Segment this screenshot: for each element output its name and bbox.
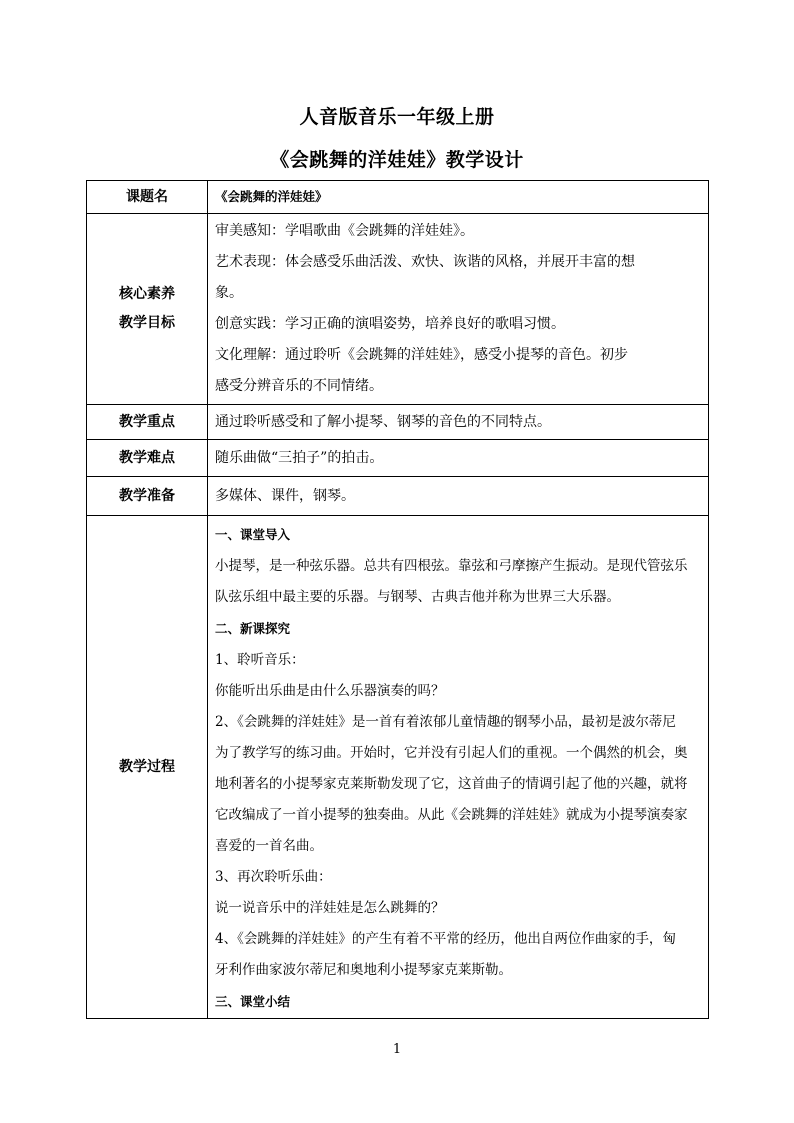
key-point-value: 通过聆听感受和了解小提琴、钢琴的音色的不同特点。 [208, 405, 709, 440]
page-number: 1 [392, 1042, 402, 1057]
goals-content [208, 214, 709, 405]
goal-line: 创意实践：学习正确的演唱姿势，培养良好的歌唱习惯。 [215, 316, 565, 332]
process-label: 教学过程 [87, 516, 208, 1019]
preparation-label: 教学准备 [87, 477, 208, 516]
process-content [208, 516, 709, 1019]
topic-row [87, 181, 709, 214]
process-line: 队弦乐组中最主要的乐器。与钢琴、古典吉他并称为世界三大乐器。 [215, 589, 620, 605]
preparation-value: 多媒体、课件，钢琴。 [208, 477, 709, 516]
goals-row [87, 214, 709, 405]
process-line: 说一说音乐中的洋娃娃是怎么跳舞的？ [215, 900, 445, 916]
goal-line: 艺术表现：体会感受乐曲活泼、欢快、诙谐的风格，并展开丰富的想 [215, 254, 635, 270]
key-point-row [87, 405, 709, 440]
lesson-plan-table [86, 180, 709, 1019]
difficulty-value: 随乐曲做“三拍子”的拍击。 [208, 440, 709, 477]
difficulty-row [87, 440, 709, 477]
process-line: 2、《会跳舞的洋娃娃》是一首有着浓郁儿童情趣的钢琴小品，最初是波尔蒂尼 [215, 714, 676, 730]
topic-text: 《会跳舞的洋娃娃》 [215, 189, 328, 204]
section-heading: 三、课堂小结 [215, 994, 291, 1009]
goals-label-line2: 教学目标 [119, 315, 175, 331]
process-line: 3、再次聆听乐曲： [215, 869, 332, 885]
goal-line: 文化理解：通过聆听《会跳舞的洋娃娃》，感受小提琴的音色。初步 [215, 347, 628, 363]
process-line: 为了教学写的练习曲。开始时，它并没有引起人们的重视。一个偶然的机会，奥 [215, 745, 688, 761]
goal-line: 审美感知：学唱歌曲《会跳舞的洋娃娃》。 [215, 223, 474, 239]
section-heading: 一、课堂导入 [215, 527, 291, 542]
goals-label-line1: 核心素养 [119, 286, 175, 302]
topic-label: 课题名 [87, 181, 208, 214]
process-row [87, 516, 709, 1019]
process-line: 4、《会跳舞的洋娃娃》的产生有着不平常的经历，他出自两位作曲家的手，匈 [215, 931, 676, 947]
section-heading: 二、新课探究 [215, 621, 291, 636]
document-subtitle: 《会跳舞的洋娃娃》教学设计 [270, 149, 524, 171]
goal-line: 象。 [215, 285, 243, 301]
process-line: 它改编成了一首小提琴的独奏曲。从此《会跳舞的洋娃娃》就成为小提琴演奏家 [215, 807, 688, 823]
topic-value [208, 181, 709, 214]
process-line: 小提琴，是一种弦乐器。总共有四根弦。靠弦和弓摩擦产生振动。是现代管弦乐 [215, 558, 688, 574]
document-title: 人音版音乐一年级上册 [299, 106, 495, 128]
goals-label [87, 214, 208, 405]
process-line: 1、聆听音乐： [215, 652, 305, 668]
process-line: 喜爱的一首名曲。 [215, 838, 323, 854]
process-line: 地利著名的小提琴家克莱斯勒发现了它，这首曲子的情调引起了他的兴趣，就将 [215, 776, 688, 792]
process-line: 你能听出乐曲是由什么乐器演奏的吗？ [215, 683, 445, 699]
preparation-row [87, 477, 709, 516]
process-line: 牙利作曲家波尔蒂尼和奥地利小提琴家克莱斯勒。 [215, 962, 512, 978]
difficulty-label: 教学难点 [87, 440, 208, 477]
goal-line: 感受分辨音乐的不同情绪。 [215, 378, 383, 394]
key-point-label: 教学重点 [87, 405, 208, 440]
